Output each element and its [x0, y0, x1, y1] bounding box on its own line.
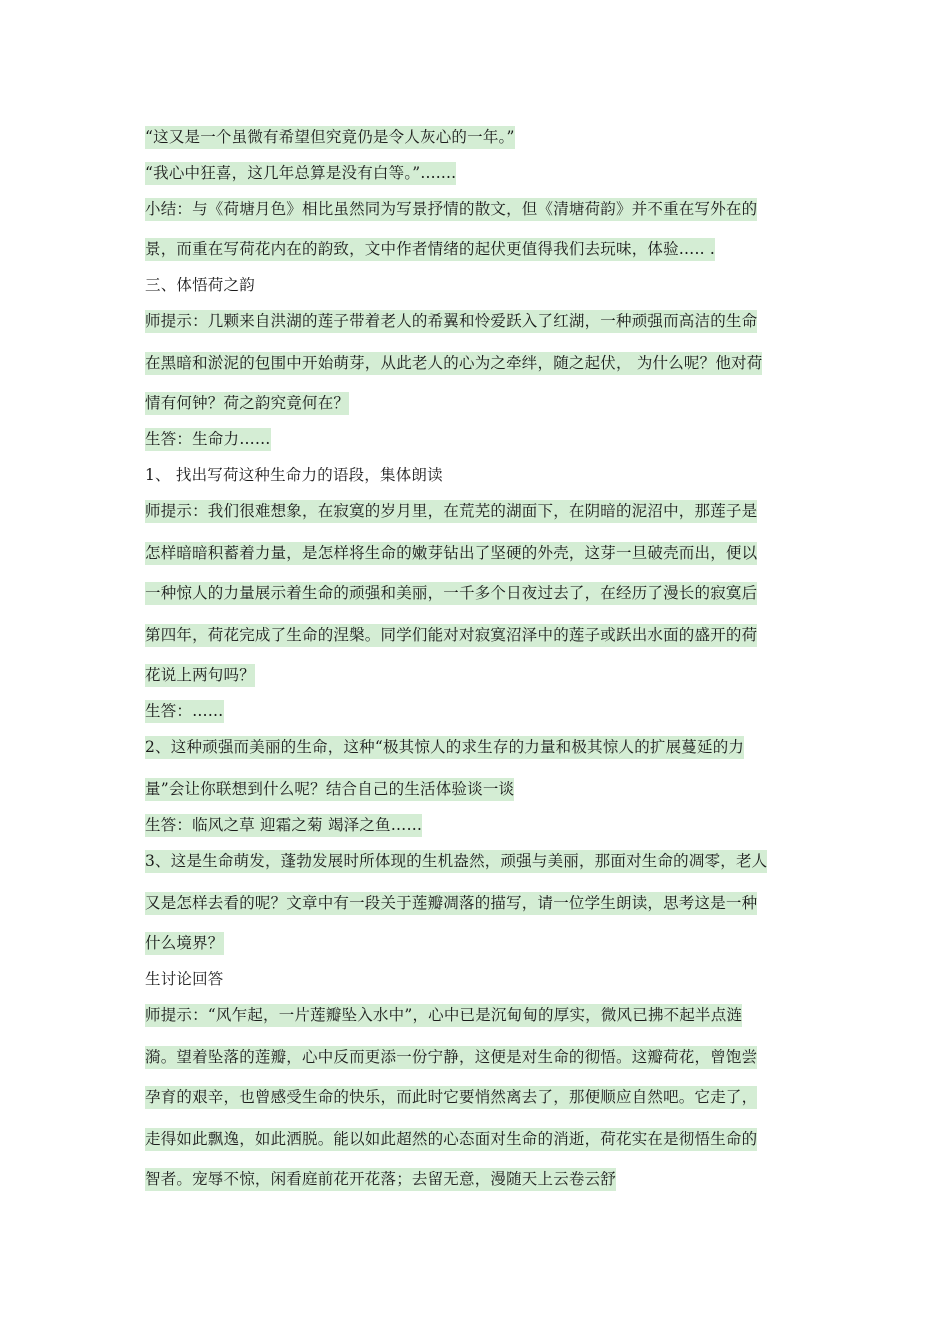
line-text: 景，而重在写荷花内在的韵致，文中作者情绪的起伏更值得我们去玩味，体验….. .: [145, 238, 715, 261]
line-text: 第四年，荷花完成了生命的涅槃。同学们能对对寂寞沼泽中的莲子或跃出水面的盛开的荷: [145, 624, 757, 647]
line-text: 怎样暗暗积蓄着力量，是怎样将生命的嫩芽钻出了坚硬的外壳，这芽一旦破壳而出，便以: [145, 542, 757, 565]
text-line: [145, 1084, 757, 1110]
line-text: 师提示：我们很难想象，在寂寞的岁月里，在荒芜的湖面下，在阴暗的泥沼中，那莲子是: [145, 500, 757, 523]
text-line: [145, 930, 224, 956]
line-text: 师提示：几颗来自洪湖的莲子带着老人的希翼和怜爱跃入了红湖，一种顽强而高洁的生命: [145, 310, 757, 333]
line-text: 一种惊人的力量展示着生命的顽强和美丽，一千多个日夜过去了，在经历了漫长的寂寞后: [145, 582, 757, 605]
text-line: [145, 812, 422, 838]
line-text: 2、这种顽强而美丽的生命，这种“极其惊人的求生存的力量和极其惊人的扩展蔓延的力: [145, 736, 744, 759]
line-text: 生答：临风之草 迎霜之菊 竭泽之鱼……: [145, 814, 422, 837]
line-text: 生答：生命力……: [145, 428, 271, 451]
text-line: [145, 662, 255, 688]
line-text: 师提示：“风乍起，一片莲瓣坠入水中”，心中已是沉甸甸的厚实，微风已拂不起半点涟: [145, 1004, 742, 1027]
section-heading: [145, 272, 255, 298]
text-line: [145, 426, 271, 452]
text-line: [145, 350, 762, 376]
line-text: 花说上两句吗？: [145, 664, 255, 687]
text-line: [145, 308, 757, 334]
line-text: 孕育的艰辛，也曾感受生命的快乐，而此时它要悄然离去了，那便顺应自然吧。它走了，: [145, 1086, 757, 1109]
line-text: 1、 找出写荷这种生命力的语段，集体朗读: [145, 466, 443, 484]
text-line: [145, 890, 757, 916]
line-text: 智者。宠辱不惊，闲看庭前花开花落；去留无意，漫随天上云卷云舒: [145, 1168, 616, 1191]
text-line: [145, 734, 744, 760]
text-line: [145, 390, 349, 416]
text-line: [145, 966, 224, 992]
line-text: 漪。望着坠落的莲瓣，心中反而更添一份宁静，这便是对生命的彻悟。这瓣荷花，曾饱尝: [145, 1046, 757, 1069]
line-text: 在黑暗和淤泥的包围中开始萌芽，从此老人的心为之牵绊，随之起伏， 为什么呢？他对荷: [145, 352, 762, 375]
text-line: [145, 498, 757, 524]
line-text: “这又是一个虽微有希望但究竟仍是令人灰心的一年。”: [145, 126, 515, 149]
text-line: [145, 236, 715, 262]
text-line: [145, 580, 757, 606]
line-text: 小结：与《荷塘月色》相比虽然同为写景抒情的散文，但《清塘荷韵》并不重在写外在的: [145, 198, 757, 221]
text-line: [145, 1044, 757, 1070]
text-line: [145, 1166, 616, 1192]
line-text: 生答：……: [145, 700, 224, 723]
text-line: [145, 776, 514, 802]
line-text: 3、这是生命萌发，蓬勃发展时所体现的生机盎然，顽强与美丽，那面对生命的凋零，老人: [145, 850, 767, 873]
text-line: [145, 196, 757, 222]
line-text: 情有何钟？荷之韵究竟何在？: [145, 392, 349, 415]
text-line: [145, 124, 515, 150]
text-line: [145, 622, 757, 648]
line-text: 量”会让你联想到什么呢？结合自己的生活体验谈一谈: [145, 778, 514, 801]
line-text: “我心中狂喜，这几年总算是没有白等。”.......: [145, 162, 456, 185]
text-line: [145, 848, 767, 874]
line-text: 什么境界？: [145, 932, 224, 955]
text-line: [145, 540, 757, 566]
text-line: [145, 1002, 742, 1028]
line-text: 又是怎样去看的呢？文章中有一段关于莲瓣凋落的描写，请一位学生朗读，思考这是一种: [145, 892, 757, 915]
line-text: 三、体悟荷之韵: [145, 276, 255, 294]
line-text: 走得如此飘逸，如此洒脱。能以如此超然的心态面对生命的消逝，荷花实在是彻悟生命的: [145, 1128, 757, 1151]
text-line: [145, 462, 443, 488]
text-line: [145, 1126, 757, 1152]
text-line: [145, 698, 224, 724]
text-line: [145, 160, 456, 186]
line-text: 生讨论回答: [145, 970, 224, 988]
